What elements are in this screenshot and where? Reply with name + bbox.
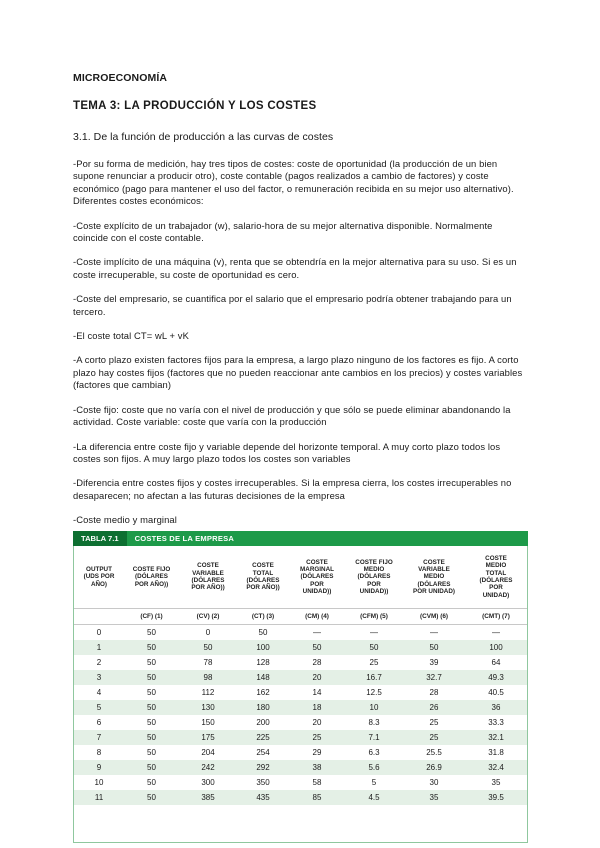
table-cell: 50 [147, 658, 156, 667]
table-cell: 28 [312, 658, 322, 667]
column-header [289, 546, 345, 608]
paragraph-implicit-cost: -Coste implícito de una máquina (v), renta que se obtendría en la mejor alternativa para su uso. Si es un coste irrecuperable, su coste de oportunidad es cero. [73, 256, 517, 280]
table-cell: 50 [147, 718, 156, 727]
table-cell: 35 [429, 793, 439, 802]
table-cell: 3 [96, 673, 102, 682]
column-code: (CV) (2) [196, 613, 220, 620]
table-cell: 32.7 [426, 673, 442, 682]
column-code: (CFM) (5) [360, 613, 388, 620]
column-headers [74, 546, 527, 609]
table-cell: 180 [256, 703, 270, 712]
table-cell: 50 [147, 688, 156, 697]
table-cell: 50 [312, 643, 322, 652]
table-cell: 7.1 [368, 733, 380, 742]
table-cell: — [313, 628, 321, 637]
table-cell: 10 [94, 778, 104, 787]
table-cell: 50 [147, 733, 156, 742]
section-heading: 3.1. De la función de producción a las curvas de costes [73, 131, 334, 143]
column-codes [74, 609, 527, 625]
table-cell: 40.5 [488, 688, 504, 697]
table-row [74, 670, 527, 685]
table-cell: 7 [96, 733, 102, 742]
table-row [74, 640, 527, 655]
column-header-text: COSTE FIJO MEDIO (DÓLARES POR UNIDAD)) [355, 558, 393, 595]
table-cell: 50 [203, 643, 213, 652]
table-cell: 25 [429, 718, 439, 727]
table-cell: 18 [312, 703, 322, 712]
column-header-text: COSTE MEDIO TOTAL (DÓLARES POR UNIDAD) [479, 555, 513, 599]
table-cell: 292 [256, 763, 270, 772]
table-cell: 0 [96, 628, 102, 637]
table-cell: 204 [201, 748, 215, 757]
column-header [179, 546, 237, 608]
table-cell: 1 [96, 643, 102, 652]
table-cell: — [370, 628, 378, 637]
table-cell: 25 [369, 658, 379, 667]
table-cell: 242 [201, 763, 215, 772]
table-cell: 148 [256, 673, 270, 682]
column-header-text: COSTE MARGINAL (DÓLARES POR UNIDAD)) [300, 558, 334, 595]
column-code: (CMT) (7) [482, 613, 510, 620]
table-cell: 5 [96, 703, 102, 712]
table-cell: 50 [147, 643, 156, 652]
table-cell: 4 [96, 688, 102, 697]
table-cell: 130 [201, 703, 215, 712]
table-title: COSTES DE LA EMPRESA [134, 534, 235, 543]
table-cell: 16.7 [366, 673, 382, 682]
table-cell: 50 [147, 748, 156, 757]
table-cell: 98 [203, 673, 213, 682]
table-cell: 128 [256, 658, 270, 667]
table-cell: 225 [256, 733, 270, 742]
paragraph-total-cost: -El coste total CT= wL + vK [73, 330, 189, 342]
table-cell: 50 [147, 793, 156, 802]
paragraph-explicit-cost: -Coste explícito de un trabajador (w), salario-hora de su mejor alternativa disponible. Normalmente coincide con el coste contable. [73, 219, 493, 244]
table-row [74, 700, 527, 715]
table-cell: 28 [429, 688, 439, 697]
table-cell: 5 [371, 778, 377, 787]
table-cell: 100 [489, 643, 503, 652]
table-row [74, 625, 527, 640]
table-row [74, 730, 527, 745]
table-cell: 385 [201, 793, 215, 802]
paragraph-average-marginal: -Coste medio y marginal [73, 514, 177, 526]
table-cell: 20 [312, 673, 322, 682]
table-cell: 58 [312, 778, 322, 787]
paragraph-entrepreneur-cost: -Coste del empresario, se cuantifica por el salario que el empresario podría obtener trabajando para un tercero. [73, 293, 512, 317]
table-header-bar [73, 531, 528, 546]
table-row [74, 790, 527, 805]
table-cell: 6.3 [368, 748, 380, 757]
table-cell: 8.3 [368, 718, 380, 727]
table-cell: 200 [256, 718, 270, 727]
table-cell: 49.3 [488, 673, 504, 682]
table-cell: 11 [94, 793, 104, 802]
table-cell: 50 [147, 628, 156, 637]
paragraph-time-horizon: -La diferencia entre coste fijo y variable depende del horizonte temporal. A muy corto plazo todos los costes son fijos. A muy largo plazo todos los costes son variables [73, 440, 501, 464]
table-cell: 112 [201, 688, 215, 697]
table-cell: 26.9 [426, 763, 442, 772]
column-header [345, 546, 403, 608]
column-header [74, 546, 124, 608]
table-row [74, 655, 527, 670]
table-cell: 50 [147, 778, 156, 787]
table-row [74, 685, 527, 700]
table-cell: 25 [429, 733, 439, 742]
table-cell: 29 [312, 748, 322, 757]
table-cell: 10 [369, 703, 379, 712]
table-cell: 254 [256, 748, 270, 757]
table-cell: 100 [256, 643, 270, 652]
table-cell: 32.4 [488, 763, 504, 772]
table-cell: 33.3 [488, 718, 504, 727]
table-cell: 39 [429, 658, 439, 667]
table-cell: 64 [491, 658, 501, 667]
topic-heading: TEMA 3: LA PRODUCCIÓN Y LOS COSTES [73, 100, 317, 112]
column-header-text: COSTE FIJO (DÓLARES POR AÑO)) [132, 566, 171, 588]
table-cell: 85 [312, 793, 322, 802]
table-cell: — [492, 628, 500, 637]
table-cell: 162 [256, 688, 270, 697]
table-rows [74, 625, 527, 805]
table-cell: — [430, 628, 438, 637]
table-cell: 39.5 [488, 793, 504, 802]
column-header-text: COSTE VARIABLE (DÓLARES POR AÑO)) [191, 562, 225, 592]
table-cell: 435 [256, 793, 270, 802]
table-cell: 12.5 [366, 688, 382, 697]
table-cell: 14 [312, 688, 322, 697]
table-cell: 50 [147, 763, 156, 772]
table-cell: 50 [369, 643, 379, 652]
costs-table [73, 531, 528, 843]
table-cell: 30 [429, 778, 439, 787]
table-cell: 350 [256, 778, 270, 787]
table-cell: 50 [147, 673, 156, 682]
table-row [74, 745, 527, 760]
table-cell: 50 [258, 628, 268, 637]
column-code: (CVM) (6) [419, 613, 449, 620]
table-cell: 25.5 [426, 748, 442, 757]
table-cell: 8 [96, 748, 102, 757]
table-cell: 50 [147, 703, 156, 712]
paragraph-cost-types: -Por su forma de medición, hay tres tipos de costes: coste de oportunidad (la producción de un bien supone renunciar a producir otro), coste contable (pagos realizados a cambio de factores) y coste económico (pago para mantener el uso del factor, o remuneración recibida en su mejor uso alternativo). Diferentes costes económicos: [73, 158, 514, 207]
column-header [403, 546, 465, 608]
column-header [124, 546, 179, 608]
column-code: (CT) (3) [251, 613, 275, 620]
table-cell: 0 [205, 628, 211, 637]
paragraph-short-long-run: -A corto plazo existen factores fijos para la empresa, a largo plazo ninguno de los factores es fijo. A corto plazo hay costes fijos (factores que no pueden reaccionar ante cambios en los precios) y costes variables (factores que cambian) [73, 354, 523, 391]
table-cell: 300 [201, 778, 215, 787]
table-cell: 50 [429, 643, 439, 652]
column-header-text: OUTPUT (UDS POR AÑO) [83, 566, 115, 588]
table-row [74, 775, 527, 790]
table-cell: 175 [201, 733, 215, 742]
table-cell: 78 [203, 658, 213, 667]
table-cell: 4.5 [368, 793, 380, 802]
paragraph-sunk-costs: -Diferencia entre costes fijos y costes irrecuperables. Si la empresa cierra, los costes irrecuperables no desaparecen; no afectan a las futuras decisiones de la empresa [73, 477, 512, 501]
column-header [237, 546, 289, 608]
table-cell: 2 [96, 658, 102, 667]
column-code: (CF) (1) [140, 613, 163, 620]
table-cell: 35 [491, 778, 501, 787]
table-cell: 32.1 [488, 733, 504, 742]
table-cell: 25 [312, 733, 322, 742]
table-cell: 6 [96, 718, 102, 727]
column-code [74, 609, 124, 624]
table-cell: 36 [491, 703, 501, 712]
column-code: (CM) (4) [305, 613, 329, 620]
table-cell: 9 [96, 763, 102, 772]
table-cell: 150 [201, 718, 215, 727]
table-cell: 31.8 [488, 748, 504, 757]
column-header-text: COSTE VARIABLE MEDIO (DÓLARES POR UNIDAD) [413, 558, 455, 595]
table-row [74, 715, 527, 730]
table-cell: 38 [312, 763, 322, 772]
table-row [74, 760, 527, 775]
column-header [465, 546, 527, 608]
column-header-text: COSTE TOTAL (DÓLARES POR AÑO)) [246, 562, 280, 592]
course-title: MICROECONOMÍA [73, 72, 168, 84]
table-cell: 20 [312, 718, 322, 727]
table-number: TABLA 7.1 [73, 531, 127, 546]
body-text [73, 158, 529, 527]
table-body [73, 546, 528, 843]
table-cell: 5.6 [368, 763, 380, 772]
paragraph-fixed-variable: -Coste fijo: coste que no varía con el nivel de producción y que sólo se puede eliminar abandonando la actividad. Coste variable: coste que varía con la producción [73, 403, 511, 428]
table-cell: 26 [429, 703, 439, 712]
